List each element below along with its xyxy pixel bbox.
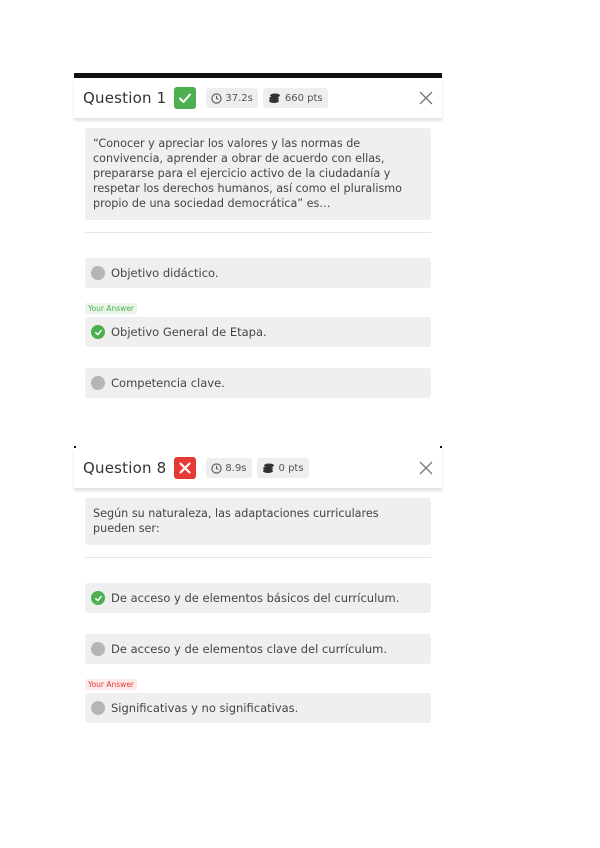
option-label: Competencia clave. bbox=[111, 376, 225, 390]
question-text: Según su naturaleza, las adaptaciones curriculares pueden ser: bbox=[85, 498, 431, 545]
clock-icon bbox=[211, 463, 222, 474]
neutral-dot-icon bbox=[91, 266, 105, 280]
answer-option-selected[interactable] bbox=[85, 317, 431, 347]
your-answer-tag: Your Answer bbox=[85, 679, 137, 690]
correct-badge bbox=[174, 87, 196, 109]
points-pill bbox=[263, 88, 328, 108]
answer-option[interactable] bbox=[85, 368, 431, 398]
answer-option-selected[interactable] bbox=[85, 693, 431, 723]
option-label: Objetivo didáctico. bbox=[111, 266, 219, 280]
close-button[interactable] bbox=[416, 458, 436, 478]
points-value: 0 pts bbox=[278, 462, 304, 474]
close-button[interactable] bbox=[416, 88, 436, 108]
question-card-8 bbox=[74, 446, 442, 723]
close-icon bbox=[419, 461, 433, 475]
answer-option[interactable] bbox=[85, 634, 431, 664]
question-title: Question 8 bbox=[83, 459, 167, 477]
your-answer-tag: Your Answer bbox=[85, 303, 137, 314]
option-label: De acceso y de elementos básicos del currículum. bbox=[111, 591, 400, 605]
answer-option-correct[interactable] bbox=[85, 583, 431, 613]
question-text: “Conocer y apreciar los valores y las normas de convivencia, aprender a obrar de acuerdo con ellas, prepararse para el ejercicio activo de la ciudadanía y respetar los derechos humanos, así como el pluralismo propio de una sociedad democrática” es… bbox=[85, 128, 431, 220]
check-icon bbox=[178, 91, 192, 105]
time-value: 37.2s bbox=[225, 92, 253, 104]
check-circle-icon bbox=[91, 591, 105, 605]
x-icon bbox=[178, 461, 192, 475]
coins-icon bbox=[268, 92, 282, 104]
option-label: Significativas y no significativas. bbox=[111, 701, 299, 715]
answer-option[interactable] bbox=[85, 258, 431, 288]
points-value: 660 pts bbox=[284, 92, 323, 104]
neutral-dot-icon bbox=[91, 376, 105, 390]
option-label: De acceso y de elementos clave del currículum. bbox=[111, 642, 387, 656]
coins-icon bbox=[262, 462, 276, 474]
incorrect-badge bbox=[174, 457, 196, 479]
points-pill bbox=[257, 458, 309, 478]
question-card-1 bbox=[74, 73, 442, 398]
neutral-dot-icon bbox=[91, 642, 105, 656]
time-pill bbox=[206, 88, 257, 108]
close-icon bbox=[419, 91, 433, 105]
option-label: Objetivo General de Etapa. bbox=[111, 325, 267, 339]
question-title: Question 1 bbox=[83, 89, 167, 107]
question-header bbox=[74, 448, 442, 488]
neutral-dot-icon bbox=[91, 701, 105, 715]
check-circle-icon bbox=[91, 325, 105, 339]
question-header bbox=[74, 78, 442, 118]
time-value: 8.9s bbox=[225, 462, 247, 474]
clock-icon bbox=[211, 93, 222, 104]
time-pill bbox=[206, 458, 251, 478]
